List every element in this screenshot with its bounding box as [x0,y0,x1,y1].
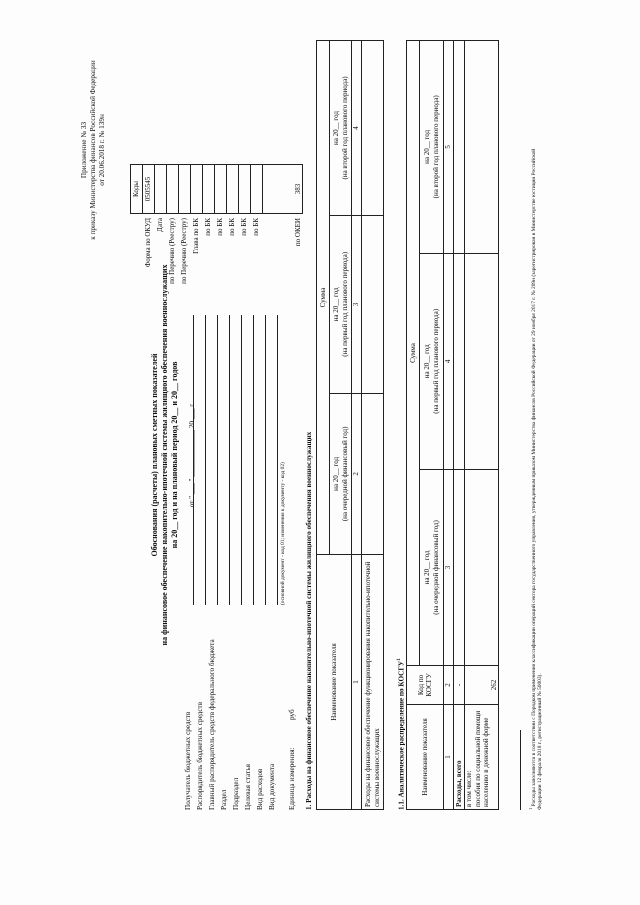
s11-num: 4 [444,253,454,469]
s1-row-label: Расходы на финансовое обеспечение функционирования накопительно-ипотечной системы военнослужащих [362,555,384,810]
code-label: по ОКЕИ [294,218,302,247]
s1-y3: на 20__ год [332,111,340,145]
field-label: Раздел [220,789,228,810]
code-label: по Перечню (Реестру) [180,218,189,284]
section1-title: 1. Расходы на финансовое обеспечение накопительно-ипотечной системы жилищного обеспечения военнослужащих [305,431,313,810]
codes-table [130,164,303,310]
s1-col-name: Наименование показателя [317,555,352,810]
section1-table [316,40,384,810]
appendix-line1: Приложение № 33 [80,121,88,179]
s11-row-incl: в том числе: [465,770,473,807]
s11-y3: на 20__ год [423,129,431,164]
s11-col-name: Наименование показателя [407,705,444,810]
s1-y1: на 20__ год [332,456,340,491]
code-registry-1[interactable] [167,165,179,214]
s11-row-total: Расходы, всего [454,705,465,810]
s11-col-sum: Сумма [407,41,420,666]
s1-num: 1 [352,555,362,810]
s11-num: 1 [444,705,454,810]
field-label: Распорядитель бюджетных средств [196,701,204,810]
field-line [277,315,278,605]
s11-num: 5 [444,41,454,254]
field-label: Подраздел [232,777,240,810]
s11-y2: на 20__ год [423,344,431,379]
section11-title-sup: 1 [397,658,402,661]
s11-cell[interactable] [454,253,465,469]
s11-item-code: 262 [465,666,499,705]
s11-y2-sub: (на первый год планового периода) [431,308,440,414]
unit-value: руб [288,709,296,720]
s11-col-code: Код по КОСГУ [407,666,444,705]
code-okud[interactable]: 0505545 [143,165,155,214]
field-label: Главный распорядитель средств федерального бюджета [208,639,216,810]
code-label: по БК [216,218,225,236]
title-line1: Обоснования (расчеты) плановых сметных показателей [150,353,159,557]
s11-cell[interactable] [454,469,465,665]
code-label: Дата [156,218,165,232]
s11-num: 2 [444,666,454,705]
section11-table [406,40,499,810]
s11-y3-sub: (на второй год планового периода) [431,95,440,199]
s1-cell[interactable] [362,215,384,393]
footnote-sup: 1 [528,807,533,810]
field-label: Получатель бюджетных средств [184,711,192,810]
s1-num: 4 [352,41,362,216]
field-line [241,315,242,605]
s11-y1: на 20__ год [423,550,431,585]
field-line [205,315,206,605]
code-bk-3[interactable] [227,165,239,214]
code-chapter[interactable] [191,165,203,214]
code-registry-2[interactable] [179,165,191,214]
field-line [253,315,254,605]
s1-num: 2 [352,393,362,554]
s1-cell[interactable] [362,41,384,216]
s11-cell[interactable] [465,41,499,254]
code-label: по БК [228,218,237,236]
s1-cell[interactable] [362,393,384,554]
code-okei[interactable]: 383 [263,165,303,214]
code-bk-4[interactable] [239,165,251,214]
footnote-text1: Расходы заполняются в соответствии с Порядком применения классификации операций сектора государственного управления, утвержденным приказом Министерства финансов Российской Федерации от 29 ноября 2017 г. № 209н (зарегистрирован в Министерстве юстиции Российской [530,148,537,807]
field-label: Целевая статья [244,764,252,810]
unit-label: Единица измерения: [288,747,296,810]
field-label: Вид расходов [256,768,264,810]
s11-cell[interactable] [465,253,499,469]
s11-num: 3 [444,469,454,665]
title-line3: на 20__ год и на плановый период 20__ и 20__ годов [170,361,179,549]
code-label: Глава по БК [192,218,201,254]
section11-title-text: 1.1. Аналитическое распределение по КОСГУ [397,660,406,810]
field-line [193,315,194,605]
code-bk-2[interactable] [215,165,227,214]
s1-num: 3 [352,215,362,393]
s1-col-sum: Сумма [317,41,330,555]
code-bk-1[interactable] [203,165,215,214]
section11-title [395,658,406,810]
doc-note: (основной документ - код 01; изменения к документу - код 02) [280,462,286,605]
s1-y2-sub: (на первый год планового периода) [340,251,349,357]
code-bk-5[interactable] [251,165,263,214]
code-date[interactable] [155,165,167,214]
code-label: по БК [204,218,213,236]
s11-total-code: - [454,666,465,705]
s1-y1-sub: (на очередной финансовый год) [340,426,349,522]
title-line2: на финансовое обеспечение накопительно-ипотечной системы жилищного обеспечения военнослужащих [160,264,169,646]
code-label: Форма по ОКУД [144,218,153,268]
code-label: по БК [240,218,249,236]
appendix-line3: от 20.06.2018 г. № 139н [98,114,106,186]
code-label: по БК [252,218,261,236]
s11-y1-sub: (на очередной финансовый год) [431,520,440,615]
s1-y2: на 20__ год [332,287,340,322]
code-label: по Перечню (Реестру) [168,218,177,284]
s11-row-item: пособия по социальной помощи населению в денежной форме [473,710,490,807]
s11-cell[interactable] [465,469,499,665]
form-date: от " ___ " _____________ 20 ___ г. [188,402,196,508]
field-line [229,315,230,605]
field-label: Вид документа [268,763,276,810]
field-line [265,315,266,605]
s1-y3-sub: (на второй год планового периода) [340,76,349,180]
s11-cell[interactable] [454,41,465,254]
appendix-line2: к приказу Министерства финансов Российской Федерации [89,60,97,240]
footnote-line2: Федерации 12 февраля 2018 г., регистрационный № 50003). [537,673,543,810]
footnote-divider [520,730,521,810]
field-line [217,315,218,605]
codes-header: Коды [131,165,143,214]
